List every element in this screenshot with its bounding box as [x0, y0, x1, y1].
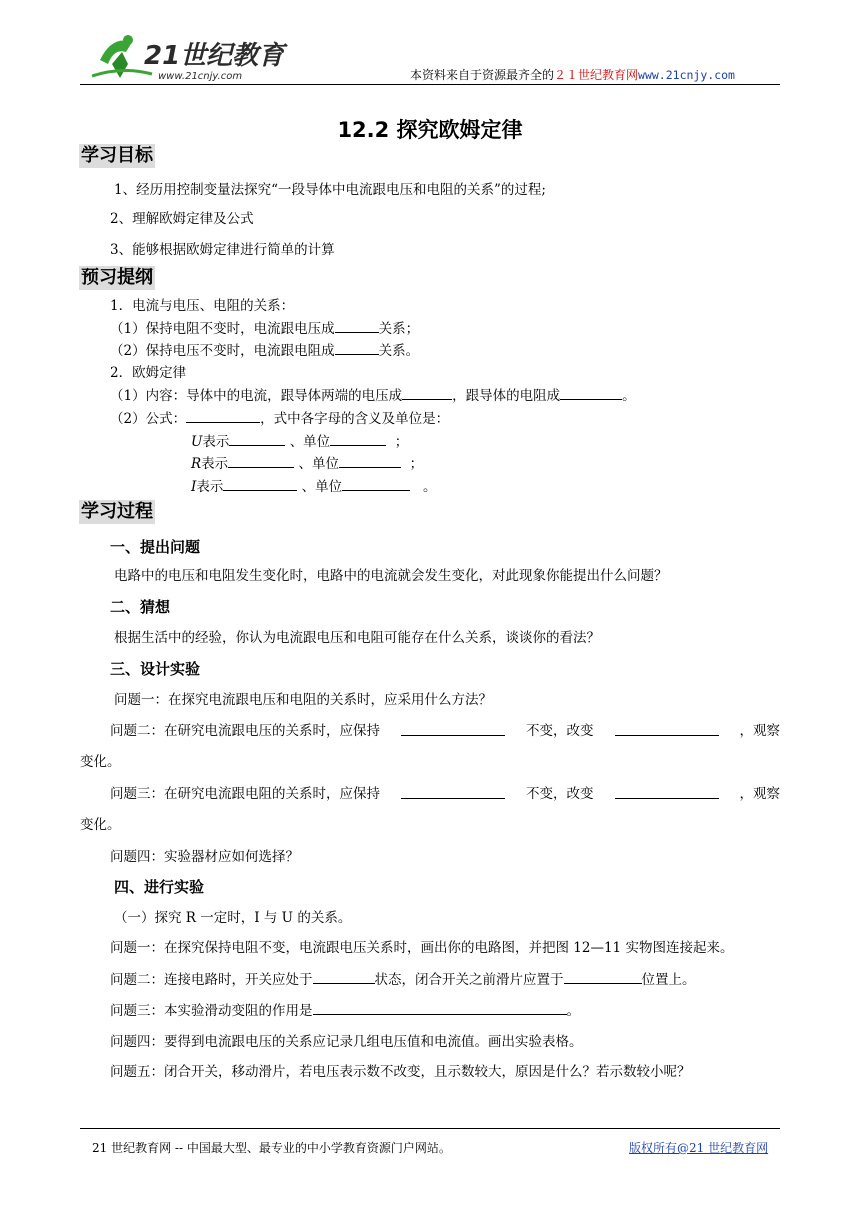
- subsection-heading: 二、猜想: [110, 598, 171, 616]
- blank-field[interactable]: [335, 319, 379, 333]
- section-preview-heading: 预习提纲: [81, 267, 153, 288]
- question-cont: 变化。: [80, 754, 121, 770]
- goal-item: 1、经历用控制变量法探究“一段导体中电流跟电压和电阻的关系”的过程;: [114, 182, 546, 198]
- logo-text: 21世纪教育: [144, 41, 285, 71]
- blank-field[interactable]: [186, 409, 260, 423]
- formula-var-u: U表示 、单位 ；: [191, 434, 409, 450]
- blank-field[interactable]: [615, 722, 719, 736]
- preview-line: （2）公式： ，式中各字母的含义及单位是：: [110, 411, 450, 427]
- question: 问题四：要得到电流跟电压的关系应记录几组电压值和电流值。画出实验表格。: [110, 1034, 583, 1050]
- preview-line: （1）内容：导体中的电流，跟导体两端的电压成 ，跟导体的电阻成 。: [110, 388, 636, 404]
- preview-line: （2）保持电压不变时，电流跟电阻成 关系。: [110, 343, 420, 359]
- goal-item: 2、理解欧姆定律及公式: [110, 211, 254, 227]
- subsection-heading: 三、设计实验: [110, 660, 201, 678]
- formula-var-i: I表示 、单位 。: [191, 479, 437, 495]
- question: 问题一：在探究保持电阻不变，电流跟电压关系时，画出你的电路图，并把图 12—11 实物图连接起来。: [110, 940, 734, 956]
- question-cont: 变化。: [80, 817, 121, 833]
- header-brand: ２１世纪教育网: [554, 68, 639, 82]
- blank-field[interactable]: [401, 785, 505, 799]
- formula-var-r: R表示 、单位 ；: [191, 456, 424, 472]
- blank-field[interactable]: [228, 454, 294, 468]
- site-logo: [92, 30, 292, 85]
- footer-left-text: 21 世纪教育网 -- 中国最大型、最专业的中小学教育资源门户网站。: [92, 1141, 451, 1155]
- subsection-heading: 四、进行实验: [114, 878, 205, 896]
- logo-url: www.21cnjy.com: [158, 71, 243, 82]
- blank-field[interactable]: [313, 1001, 567, 1015]
- blank-field[interactable]: [313, 970, 375, 984]
- blank-field[interactable]: [229, 432, 285, 446]
- page-title: 12.2 探究欧姆定律: [337, 118, 523, 142]
- preview-line: 2．欧姆定律: [110, 365, 187, 381]
- question: 问题二：连接电路时，开关应处于 状态，闭合开关之前滑片应置于 位置上。: [110, 972, 696, 988]
- paragraph: 电路中的电压和电阻发生变化时，电路中的电流就会发生变化，对此现象你能提出什么问题？: [114, 568, 668, 584]
- preview-line: （1）保持电阻不变时，电流跟电压成 关系；: [110, 321, 420, 337]
- question: 问题三：本实验滑动变阻的作用是 。: [110, 1003, 580, 1019]
- blank-field[interactable]: [342, 477, 410, 491]
- header-note: 本资料来自于资源最齐全的２１世纪教育网www.21cnjy.com: [410, 68, 735, 82]
- header-url[interactable]: www.21cnjy.com: [638, 68, 735, 82]
- blank-field[interactable]: [401, 722, 505, 736]
- goal-item: 3、能够根据欧姆定律进行简单的计算: [110, 242, 335, 258]
- blank-field[interactable]: [560, 386, 622, 400]
- preview-line: 1．电流与电压、电阻的关系：: [110, 298, 295, 314]
- blank-field[interactable]: [223, 477, 297, 491]
- footer-rule: [80, 1128, 780, 1129]
- question: 问题四：实验器材应如何选择？: [110, 849, 299, 865]
- blank-field[interactable]: [564, 970, 642, 984]
- question: 问题二：在研究电流跟电压的关系时，应保持 不变，改变 ，观察: [110, 723, 780, 739]
- question: 问题五：闭合开关，移动滑片，若电压表示数不改变，且示数较大，原因是什么？若示数较小呢？: [110, 1064, 691, 1080]
- question: 问题三：在研究电流跟电阻的关系时，应保持 不变，改变 ，观察: [110, 786, 780, 802]
- subsection-heading: 一、提出问题: [110, 538, 201, 556]
- paragraph: 根据生活中的经验，你认为电流跟电压和电阻可能存在什么关系，谈谈你的看法？: [114, 630, 600, 646]
- question: 问题一：在探究电流跟电压和电阻的关系时，应采用什么方法？: [114, 692, 492, 708]
- blank-field[interactable]: [339, 454, 401, 468]
- blank-field[interactable]: [335, 341, 379, 355]
- paragraph: （一）探究 R 一定时，I 与 U 的关系。: [114, 910, 352, 926]
- header-rule: [80, 84, 780, 85]
- footer-copyright-link[interactable]: 版权所有@21 世纪教育网: [629, 1141, 769, 1155]
- blank-field[interactable]: [402, 386, 452, 400]
- section-process-heading: 学习过程: [81, 501, 153, 522]
- section-goals-heading: 学习目标: [81, 145, 153, 166]
- blank-field[interactable]: [615, 785, 719, 799]
- blank-field[interactable]: [330, 432, 386, 446]
